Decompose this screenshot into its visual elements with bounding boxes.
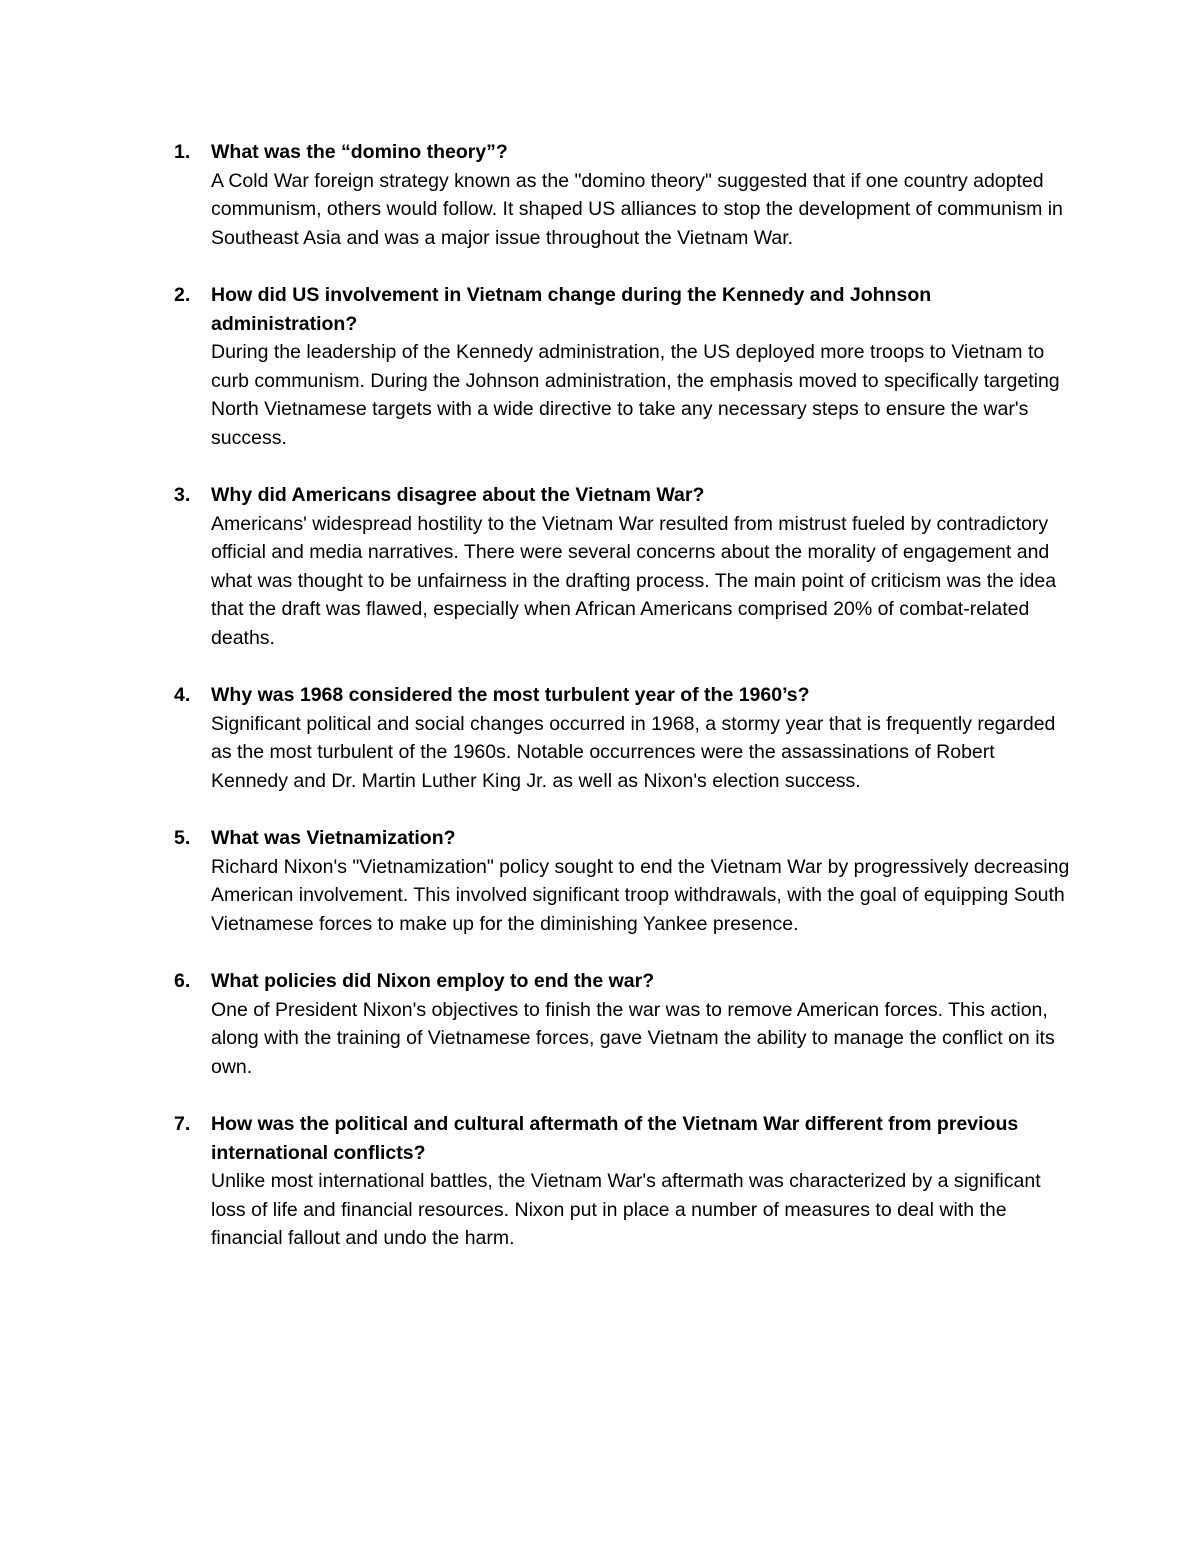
question-body [211, 681, 1071, 795]
question-text: Why did Americans disagree about the Vietnam War? [211, 484, 705, 506]
answer-text: Significant political and social changes occurred in 1968, a stormy year that is frequently regarded as the most turbulent of the 1960s. Notable occurrences were the assassinations of Robert Kennedy and Dr. Martin Luther King Jr. as well as Nixon's election success. [211, 712, 1056, 792]
question-item-3 [0, 481, 1200, 652]
question-number: 5. [174, 827, 191, 849]
answer-text: During the leadership of the Kennedy administration, the US deployed more troops to Vietnam to curb communism. During the Johnson administration, the emphasis moved to specifically targeting North Vietnamese targets with a wide directive to take any necessary steps to ensure the war's success. [211, 341, 1060, 449]
answer-text: One of President Nixon's objectives to finish the war was to remove American forces. This action, along with the training of Vietnamese forces, gave Vietnam the ability to manage the conflict on its own. [211, 998, 1055, 1078]
question-text: What was the “domino theory”? [211, 141, 508, 163]
question-body [211, 1110, 1071, 1253]
question-text: How was the political and cultural aftermath of the Vietnam War different from previous international conflicts? [211, 1113, 1019, 1164]
question-number: 2. [174, 284, 191, 306]
question-number: 1. [174, 141, 191, 163]
question-body [211, 967, 1071, 1081]
question-item-7 [0, 1110, 1200, 1253]
answer-text: Richard Nixon's "Vietnamization" policy sought to end the Vietnam War by progressively decreasing American involvement. This involved significant troop withdrawals, with the goal of equipping South Vietnamese forces to make up for the diminishing Yankee presence. [211, 855, 1070, 935]
question-body [211, 138, 1071, 252]
question-text: Why was 1968 considered the most turbulent year of the 1960’s? [211, 684, 810, 706]
question-item-4 [0, 681, 1200, 795]
question-number: 7. [174, 1113, 191, 1135]
question-body [211, 481, 1071, 652]
question-text: What was Vietnamization? [211, 827, 456, 849]
question-number: 3. [174, 484, 191, 506]
question-text: What policies did Nixon employ to end the war? [211, 970, 655, 992]
question-item-6 [0, 967, 1200, 1081]
question-body [211, 824, 1071, 938]
question-item-5 [0, 824, 1200, 938]
question-item-2 [0, 281, 1200, 452]
question-list [0, 138, 1200, 1282]
answer-text: A Cold War foreign strategy known as the "domino theory" suggested that if one country adopted communism, others would follow. It shaped US alliances to stop the development of communism in Southeast Asia and was a major issue throughout the Vietnam War. [211, 169, 1063, 249]
question-item-1 [0, 138, 1200, 252]
question-text: How did US involvement in Vietnam change during the Kennedy and Johnson administration? [211, 284, 932, 335]
answer-text: Unlike most international battles, the Vietnam War's aftermath was characterized by a significant loss of life and financial resources. Nixon put in place a number of measures to deal with the financial fallout and undo the harm. [211, 1170, 1041, 1249]
question-number: 6. [174, 970, 191, 992]
question-body [211, 281, 1071, 452]
question-number: 4. [174, 684, 191, 706]
answer-text: Americans' widespread hostility to the Vietnam War resulted from mistrust fueled by contradictory official and media narratives. There were several concerns about the morality of engagement and what was thought to be unfairness in the drafting process. The main point of criticism was the idea that the draft was flawed, especially when African Americans comprised 20% of combat-related deaths. [211, 512, 1057, 649]
